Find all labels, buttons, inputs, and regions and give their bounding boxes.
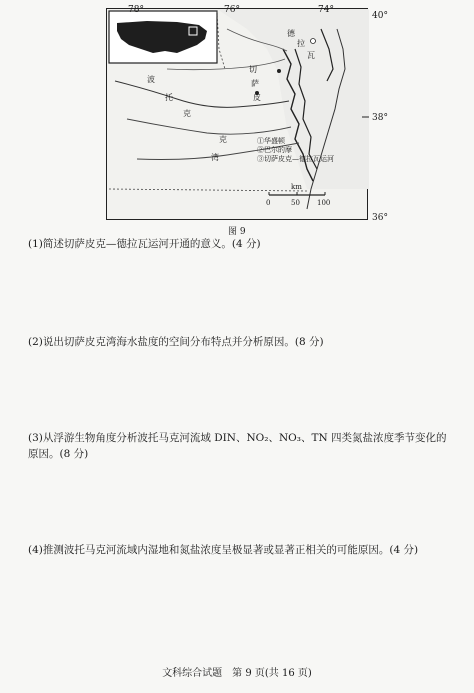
lon-label-76: 76° [224, 5, 240, 15]
place-label: 湾 [211, 153, 219, 162]
question-3: (3)从浮游生物角度分析波托马克河流域 DIN、NO₂、NO₃、TN 四类氮盐浓度季节变化的原因。(8 分) [28, 432, 447, 460]
place-label: 克 [183, 109, 191, 118]
lat-label-40: 40° [372, 11, 388, 21]
lon-label-78: 78° [128, 5, 144, 15]
place-label: 克 [219, 135, 227, 144]
figure-caption: 图 9 [228, 227, 246, 237]
scale-tick: 100 [317, 199, 331, 207]
page-footer: 文科综合试题 第 9 页(共 16 页) [162, 668, 312, 679]
state-boundary [109, 189, 307, 191]
map-legend [257, 137, 334, 164]
canal-marker [311, 39, 316, 44]
place-label: 波 [147, 75, 155, 84]
legend-item-canal: ③切萨皮克—德拉瓦运河 [257, 155, 334, 163]
place-label: 瓦 [307, 51, 315, 60]
scale-tick: 50 [291, 199, 300, 207]
place-label: 托 [165, 93, 173, 102]
scale-tick: 0 [266, 199, 271, 207]
legend-item-washington: ①华盛顿 [257, 137, 285, 145]
lat-label-38: 38° [372, 113, 388, 123]
lon-label-74: 74° [318, 5, 334, 15]
question-4: (4)推测波托马克河流域内湿地和氮盐浓度呈极显著或显著正相关的可能原因。(4 分) [28, 544, 419, 556]
place-label: 拉 [297, 39, 305, 48]
boundary-2 [217, 11, 225, 69]
legend-item-baltimore: ②巴尔的摩 [257, 146, 292, 154]
scale-unit: km [291, 183, 302, 191]
river-2 [127, 119, 291, 134]
baltimore-marker [277, 69, 281, 73]
lat-label-36: 36° [372, 213, 388, 223]
question-1: (1)简述切萨皮克—德拉瓦运河开通的意义。(4 分) [28, 238, 261, 250]
place-label: 皮 [253, 93, 261, 102]
map-figure [106, 5, 368, 220]
place-label: 切 [249, 65, 257, 74]
place-label: 德 [287, 29, 295, 38]
map-graphic [107, 9, 369, 221]
question-2: (2)说出切萨皮克湾海水盐度的空间分布特点并分析原因。(8 分) [28, 336, 324, 348]
place-label: 萨 [251, 79, 259, 88]
potomac-river [115, 81, 289, 107]
